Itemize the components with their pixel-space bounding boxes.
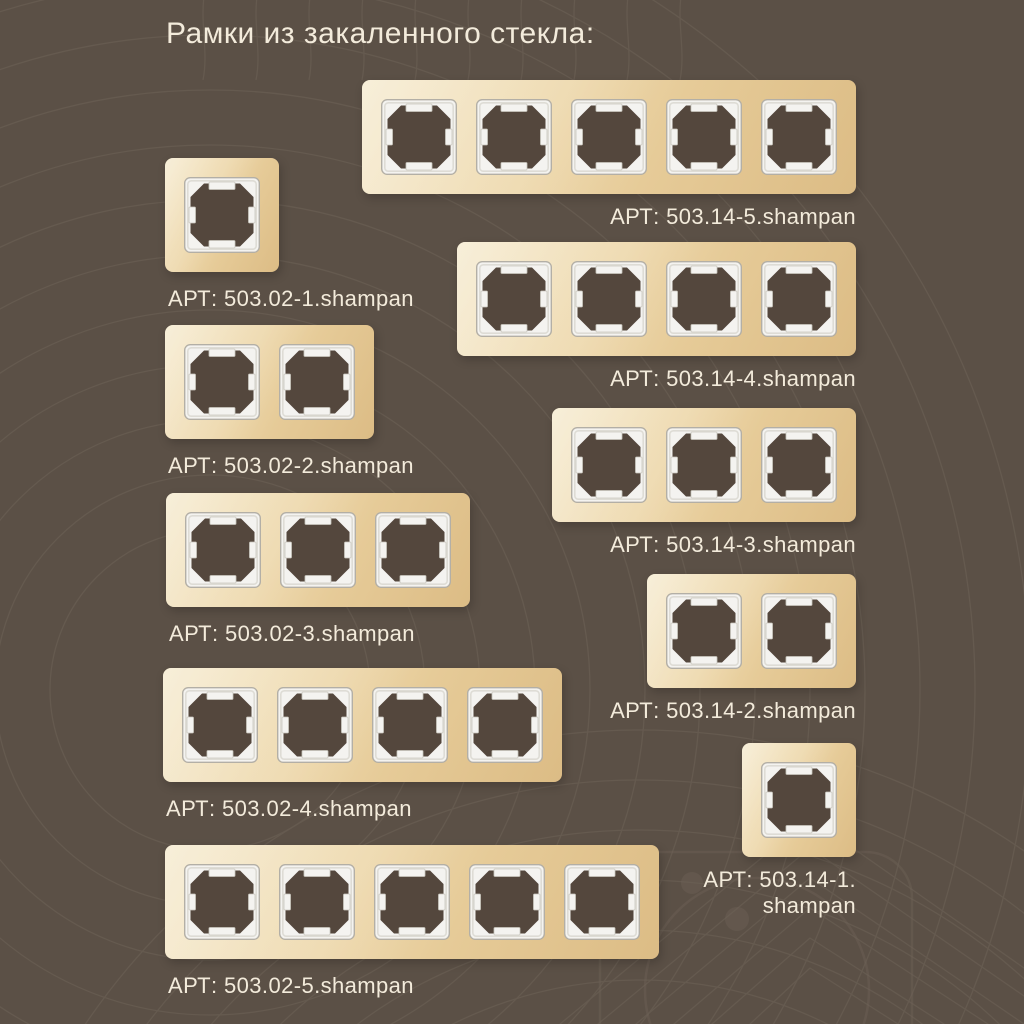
socket-window: [666, 261, 742, 337]
socket-window: [476, 261, 552, 337]
socket-window: [666, 99, 742, 175]
article-label-line2: shampan: [762, 892, 856, 918]
article-label: [703, 867, 856, 919]
socket-window: [761, 762, 837, 838]
article-label: АРТ: 503.14-5.shampan: [610, 204, 856, 229]
glass-frame-2gang: [165, 325, 374, 439]
product-item-503-02-4: [163, 668, 562, 822]
socket-window: [184, 864, 260, 940]
glass-frame-2gang: [647, 574, 856, 688]
page-title: Рамки из закаленного стекла:: [166, 17, 595, 50]
socket-window: [184, 344, 260, 420]
socket-window: [469, 864, 545, 940]
socket-window: [571, 99, 647, 175]
socket-window: [476, 99, 552, 175]
glass-frame-4gang: [163, 668, 562, 782]
glass-frame-5gang: [362, 80, 856, 194]
socket-window: [571, 427, 647, 503]
socket-window: [277, 687, 353, 763]
glass-frame-4gang: [457, 242, 856, 356]
glass-frame-5gang: [165, 845, 659, 959]
article-label: АРТ: 503.14-4.shampan: [610, 366, 856, 391]
product-item-503-14-1: [703, 743, 856, 919]
socket-window: [185, 512, 261, 588]
product-item-503-02-3: [166, 493, 470, 647]
article-label: АРТ: 503.02-1.shampan: [168, 286, 414, 311]
product-item-503-14-2: [610, 574, 856, 724]
glass-frame-1gang: [165, 158, 279, 272]
article-label: АРТ: 503.02-5.shampan: [168, 973, 414, 998]
socket-window: [182, 687, 258, 763]
article-label: АРТ: 503.02-4.shampan: [166, 796, 412, 821]
product-item-503-02-5: [165, 845, 659, 999]
socket-window: [761, 593, 837, 669]
glass-frame-1gang: [742, 743, 856, 857]
product-item-503-14-3: [552, 408, 856, 558]
socket-window: [761, 427, 837, 503]
socket-window: [279, 864, 355, 940]
socket-window: [666, 593, 742, 669]
article-label-line1: АРТ: 503.14-1.: [703, 867, 856, 892]
socket-window: [374, 864, 450, 940]
article-label: АРТ: 503.02-3.shampan: [169, 621, 415, 646]
article-label: АРТ: 503.02-2.shampan: [168, 453, 414, 478]
socket-window: [381, 99, 457, 175]
glass-frame-3gang: [166, 493, 470, 607]
socket-window: [666, 427, 742, 503]
socket-window: [467, 687, 543, 763]
article-label: АРТ: 503.14-3.shampan: [610, 532, 856, 557]
socket-window: [761, 261, 837, 337]
socket-window: [571, 261, 647, 337]
article-label: АРТ: 503.14-2.shampan: [610, 698, 856, 723]
product-item-503-14-4: [457, 242, 856, 392]
socket-window: [184, 177, 260, 253]
socket-window: [761, 99, 837, 175]
socket-window: [372, 687, 448, 763]
socket-window: [280, 512, 356, 588]
product-item-503-02-2: [165, 325, 414, 479]
glass-frame-3gang: [552, 408, 856, 522]
product-item-503-14-5: [362, 80, 856, 230]
socket-window: [375, 512, 451, 588]
socket-window: [279, 344, 355, 420]
socket-window: [564, 864, 640, 940]
